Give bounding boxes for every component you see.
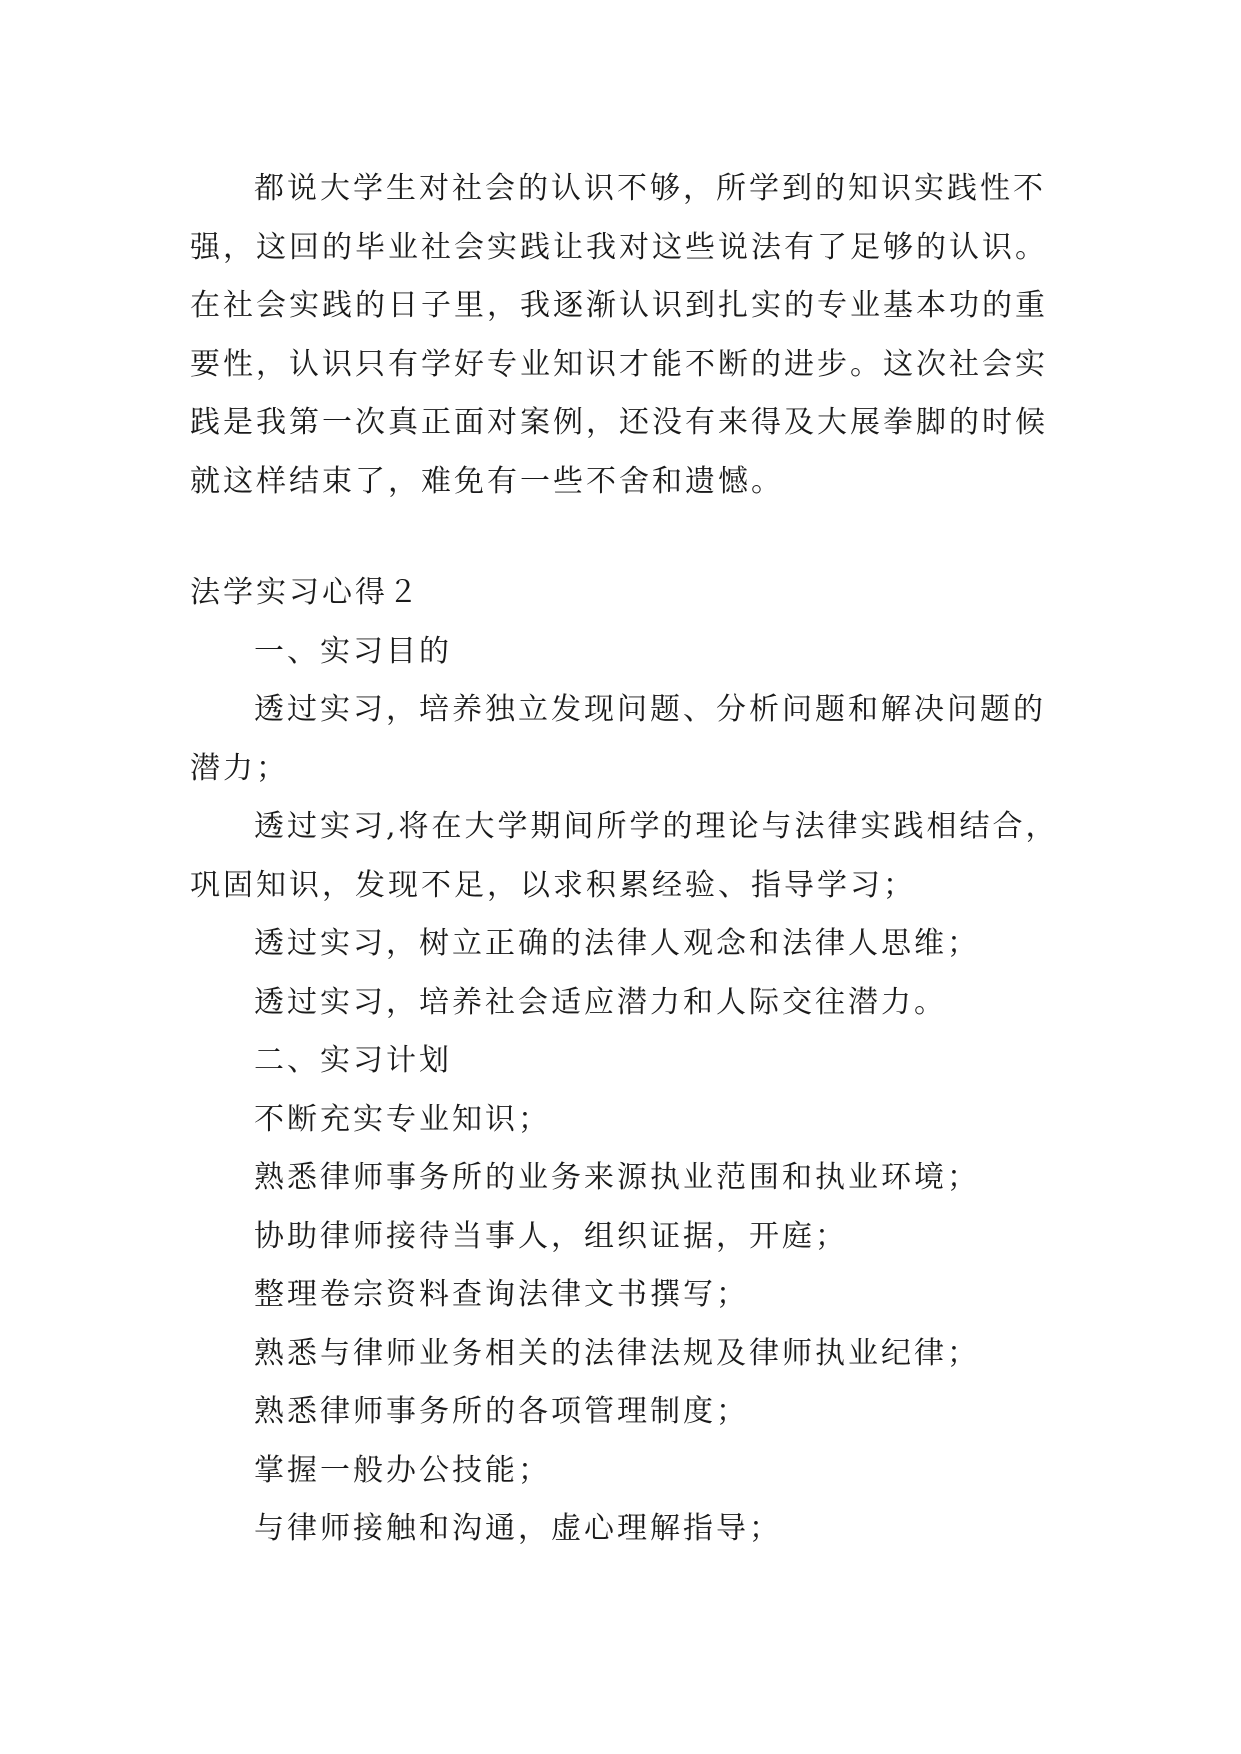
plan-item: 掌握一般办公技能； <box>254 1452 551 1488</box>
purpose-item: 透过实习，培养独立发现问题、分析问题和解决问题的潜力； <box>190 692 1046 786</box>
heading-purpose: 一、实习目的 <box>254 633 452 669</box>
purpose-item: 透过实习，树立正确的法律人观念和法律人思维； <box>254 926 980 961</box>
plan-item: 协助律师接待当事人，组织证据，开庭； <box>254 1218 848 1254</box>
internship-section <box>190 564 1070 1559</box>
plan-item: 熟悉与律师业务相关的法律法规及律师执业纪律； <box>254 1335 980 1371</box>
plan-item: 熟悉律师事务所的业务来源执业范围和执业环境； <box>254 1160 980 1195</box>
plan-item: 整理卷宗资料查询法律文书撰写； <box>254 1277 749 1312</box>
heading-plan: 二、实习计划 <box>254 1043 452 1078</box>
section-title: 法学实习心得２ <box>190 575 421 610</box>
plan-item: 不断充实专业知识； <box>254 1101 551 1137</box>
opening-paragraph: 都说大学生对社会的认识不够，所学到的知识实践性不强，这回的毕业社会实践让我对这些说法有了足够的认识。在社会实践的日子里，我逐渐认识到扎实的专业基本功的重要性，认识只有学好专业知识才能不断的进步。这次社会实践是我第一次真正面对案例，还没有来得及大展拳脚的时候就这样结束了，难免有一些不舍和遗憾。 <box>190 171 1048 499</box>
purpose-item: 透过实习，培养社会适应潜力和人际交往潜力。 <box>254 984 947 1020</box>
plan-item: 与律师接触和沟通，虚心理解指导； <box>254 1511 782 1546</box>
purpose-item: 透过实习,将在大学期间所学的理论与法律实践相结合，巩固知识，发现不足，以求积累经验、指导学习； <box>190 809 1059 903</box>
plan-item: 熟悉律师事务所的各项管理制度； <box>254 1394 749 1429</box>
